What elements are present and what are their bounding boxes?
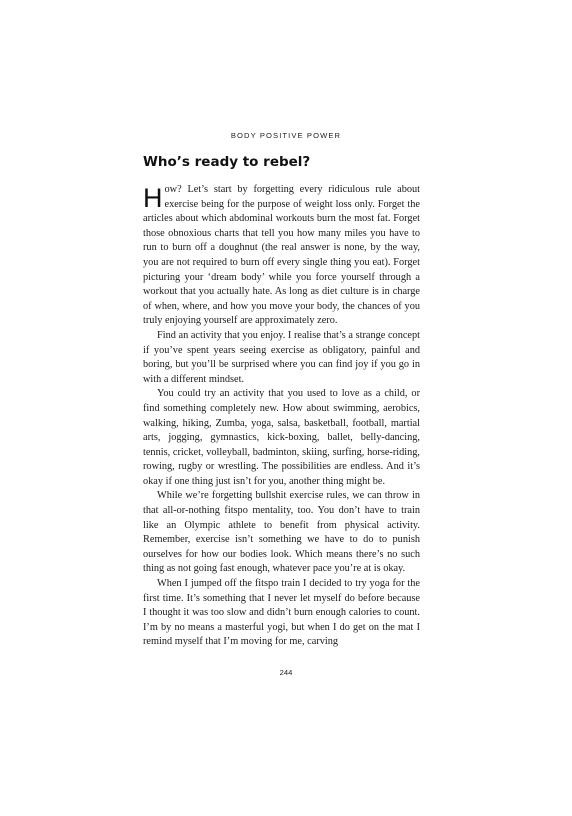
page-number: 244 xyxy=(279,668,293,677)
drop-cap: H xyxy=(143,183,163,213)
running-head: BODY POSITIVE POWER xyxy=(230,131,342,140)
section-title: Who’s ready to rebel? xyxy=(143,154,311,170)
paragraph xyxy=(143,183,420,329)
paragraph: When I jumped off the fitspo train I decided to try yoga for the first time. It’s something that I never let myself do before because I thought it was too slow and didn’t burn enough calories to count. I’m by no means a masterful yogi, but when I do get on the mat I remind myself that I’m moving for me, carving xyxy=(143,578,420,648)
paragraph: You could try an activity that you used to love as a child, or find something completely new. How about swimming, aerobics, walking, hiking, Zumba, yoga, salsa, basketball, football, martial arts, jogging, gymnastics, kick-boxing, ballet, belly-dancing, tennis, cricket, volleyball, badminton, skiing, surfing, horse-riding, rowing, rugby or wrestling. The possibilities are endless. And it’s okay if one thing just isn’t for you, another thing might be. xyxy=(143,388,420,487)
paragraph: Find an activity that you enjoy. I realise that’s a strange concept if you’ve spent years seeing exercise as obligatory, painful and boring, but you’ll be surprised where you can find joy if you go in with a different mindset. xyxy=(143,329,420,385)
body-text xyxy=(143,183,420,650)
paragraph: While we’re forgetting bullshit exercise rules, we can throw in that all-or-nothing fitspo mentality, too. You don’t have to train like an Olympic athlete to benefit from physical activity. Remember, exercise isn’t something we have to do to punish ourselves for how our bodies look. Which means there’s no such thing as not going fast enough, whatever pace you’re at is okay. xyxy=(143,490,420,575)
paragraph-text: ow? Let’s start by forgetting every ridiculous rule about exercise being for the purpose of weight loss only. Forget the articles about which abdominal workouts burn the most fat. Forget those obnoxious charts that tell you how many miles you have to run to burn off a doughnut (the real answer is none, by the way, you are not required to burn off every single thing you eat). Forget picturing your ‘dream body’ while you force yourself through a workout that you actually hate. As long as diet culture is in charge of when, where, and how you move your body, the chances of you truly enjoying yourself are approximately zero. xyxy=(143,184,420,327)
